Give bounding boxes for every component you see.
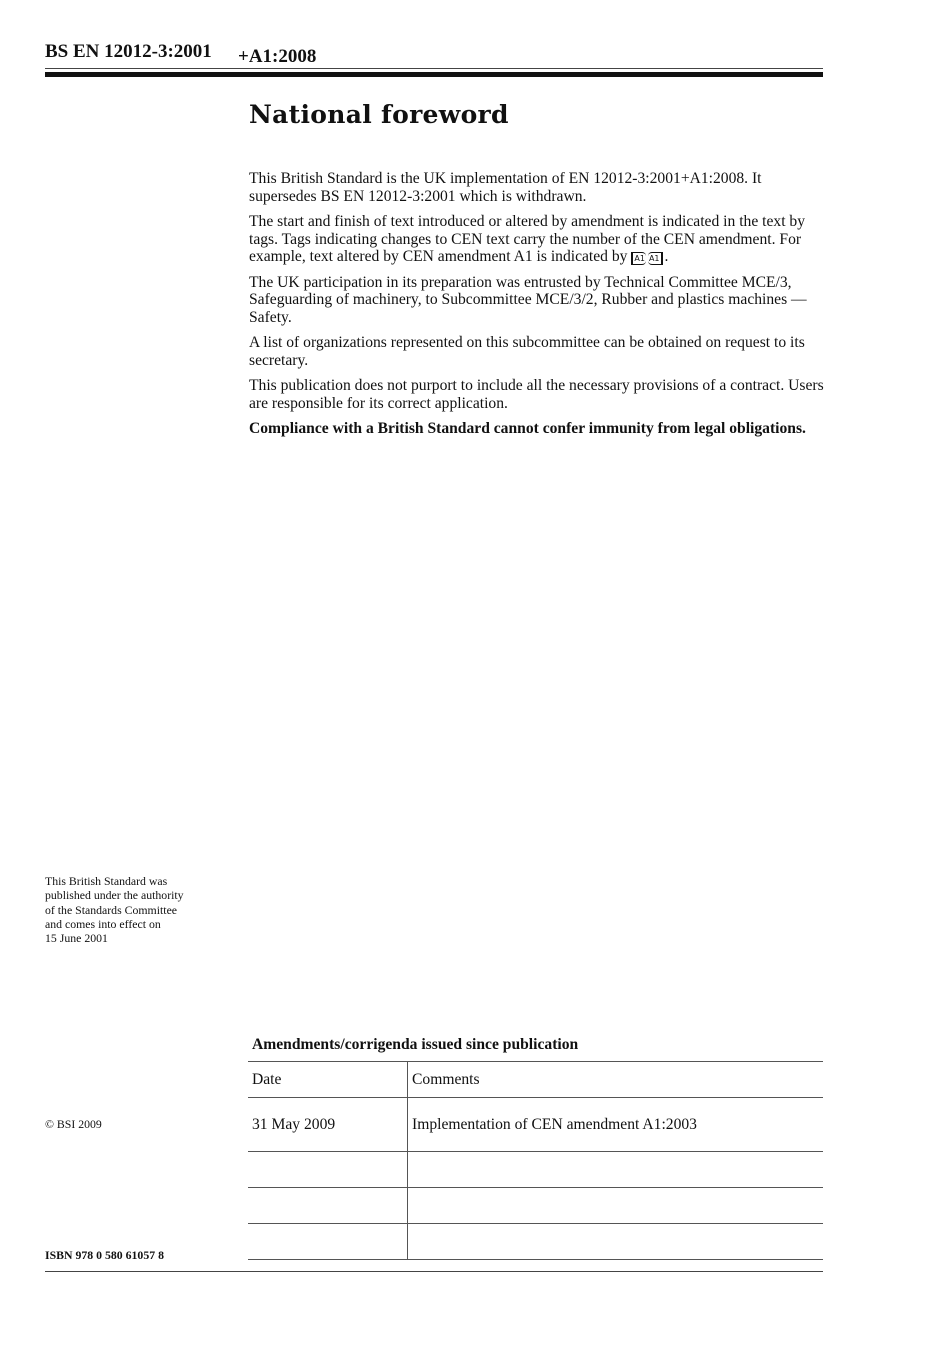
amendment-end-tag-icon: A1 — [648, 252, 663, 265]
amendment-comment-cell — [408, 1152, 824, 1188]
copyright-notice: © BSI 2009 — [45, 1117, 102, 1131]
paragraph-organizations: A list of organizations represented on this subcommittee can be obtained on request to its secretary. — [249, 334, 805, 369]
table-row — [248, 1098, 823, 1152]
header-rule-thick — [45, 72, 823, 77]
amendment-date-cell — [248, 1188, 408, 1224]
paragraph-provisions: This publication does not purport to include all the necessary provisions of a contract. Users are responsible for its correct application. — [249, 377, 824, 412]
header-amendment: +A1:2008 — [238, 46, 317, 67]
table-row — [248, 1188, 823, 1224]
paragraph-period: . — [664, 248, 669, 265]
amendments-title: Amendments/corrigenda issued since publication — [252, 1036, 579, 1053]
table-row — [248, 1152, 823, 1188]
table-header-row — [248, 1062, 823, 1098]
amendment-date-cell — [248, 1152, 408, 1188]
table-row — [248, 1224, 823, 1260]
publication-side-note — [45, 874, 235, 945]
side-note-line: of the Standards Committee — [45, 902, 178, 917]
side-note-line: published under the authority — [45, 888, 184, 903]
amendment-comment-cell — [408, 1224, 824, 1260]
paragraph-implementation: This British Standard is the UK implementation of EN 12012-3:2001+A1:2008. It supersedes BS EN 12012-3:2001 which is withdrawn. — [249, 170, 762, 205]
header-rule-thin — [45, 68, 823, 69]
amendment-start-tag-icon: A1 — [631, 252, 646, 265]
column-header-comments: Comments — [408, 1062, 824, 1098]
amendment-date-cell — [248, 1224, 408, 1260]
column-header-date: Date — [248, 1062, 408, 1098]
footer-rule — [45, 1271, 823, 1272]
amendments-table — [248, 1061, 823, 1260]
paragraph-committee: The UK participation in its preparation was entrusted by Technical Committee MCE/3, Safeguarding of machinery, to Subcommittee MCE/3/2, Rubber and plastics machines — Safety. — [249, 273, 807, 326]
amendment-comment-cell — [408, 1188, 824, 1224]
header-standard-number: BS EN 12012-3:2001 — [45, 41, 212, 62]
paragraph-compliance: Compliance with a British Standard cannot confer immunity from legal obligations. — [249, 420, 806, 437]
side-note-line: 15 June 2001 — [45, 931, 108, 946]
side-note-line: and comes into effect on — [45, 916, 161, 931]
amendment-date-cell: 31 May 2009 — [248, 1098, 408, 1152]
side-note-line: This British Standard was — [45, 874, 168, 888]
foreword-body — [249, 170, 824, 446]
isbn: ISBN 978 0 580 61057 8 — [45, 1248, 164, 1262]
paragraph-amendment-tags-text: The start and finish of text introduced or altered by amendment is indicated in the text by tags. Tags indicating changes to CEN text carry the number of the CEN amendment. For example, text altered by CEN amendment A1 is indicated by — [249, 213, 806, 265]
paragraph-amendment-tags — [249, 213, 824, 266]
page-title: National foreword — [249, 100, 509, 129]
amendment-comment-cell: Implementation of CEN amendment A1:2003 — [408, 1098, 824, 1152]
